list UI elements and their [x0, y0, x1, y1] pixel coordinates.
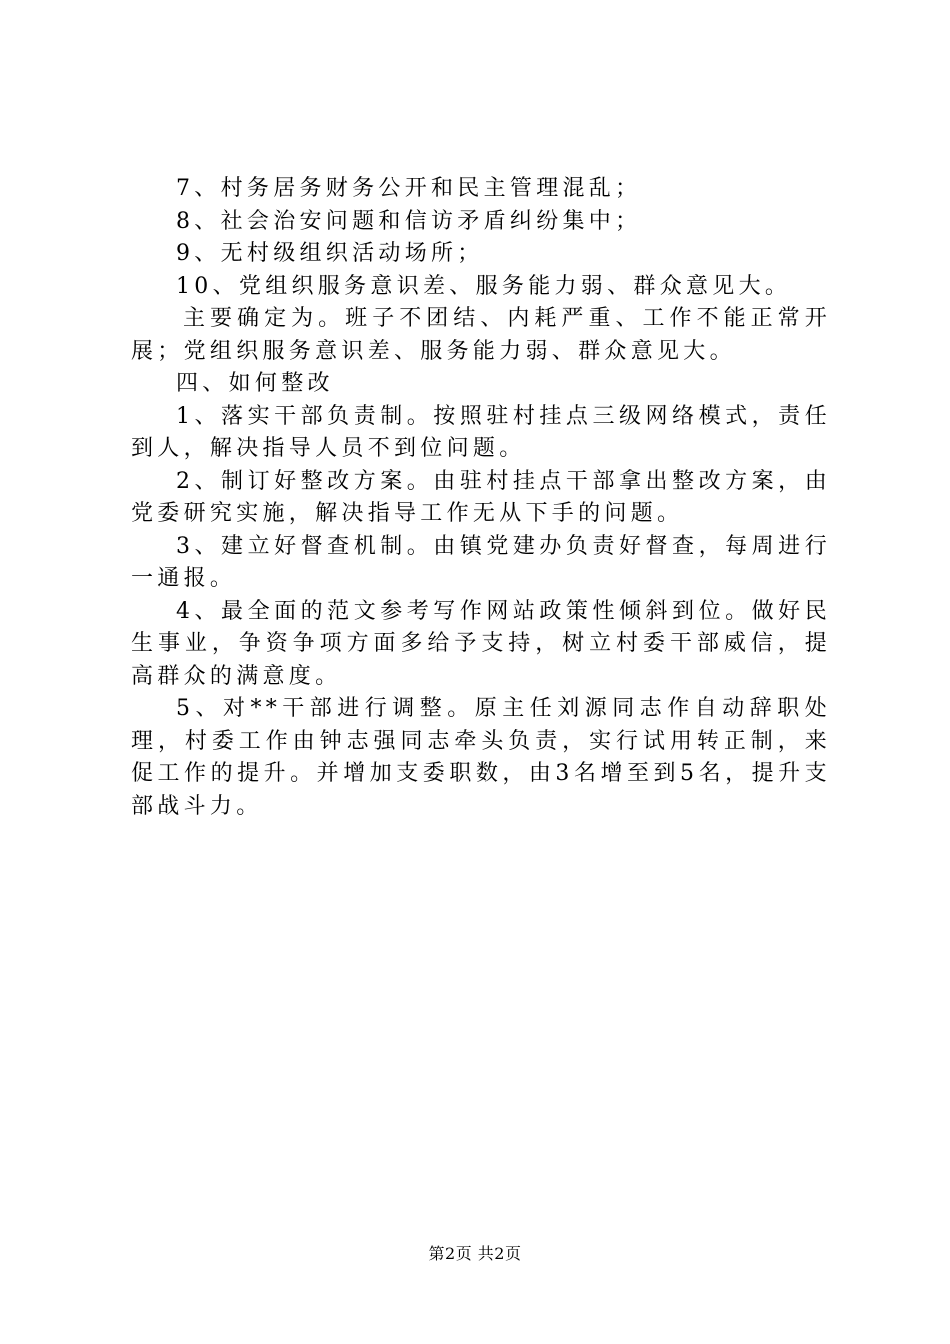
list-item-8: 8、社会治安问题和信访矛盾纠纷集中；: [176, 208, 642, 234]
measure-item-1: 1、落实干部负责制。按照驻村挂点三级网络模式，责任到人，解决指导人员不到位问题。: [131, 403, 831, 461]
list-item-10: 10、党组织服务意识差、服务能力弱、群众意见大。: [176, 273, 792, 299]
measure-item-4: 4、最全面的范文参考写作网站政策性倾斜到位。做好民生事业，争资争项方面多给予支持，树立村委干部威信，提高群众的满意度。: [131, 598, 831, 689]
document-body: [131, 173, 831, 823]
page-footer: [0, 1244, 950, 1264]
measure-item-2: 2、制订好整改方案。由驻村挂点干部拿出整改方案，由党委研究实施，解决指导工作无从下手的问题。: [131, 468, 831, 526]
list-item-9: 9、无村级组织活动场所；: [176, 241, 484, 266]
measure-item-5: 5、对**干部进行调整。原主任刘源同志作自动辞职处理，村委工作由钟志强同志牵头负责，实行试用转正制，来促工作的提升。并增加支委职数，由3名增至到5名，提升支部战斗力。: [131, 696, 831, 819]
measure-item-3: 3、建立好督查机制。由镇党建办负责好督查，每周进行一通报。: [131, 533, 831, 591]
summary-paragraph: 主要确定为。班子不团结、内耗严重、工作不能正常开展；党组织服务意识差、服务能力弱、群众意见大。: [131, 306, 831, 364]
section-heading-rectification: 四、如何整改: [176, 371, 334, 396]
page-number-label: 第2页 共2页: [428, 1244, 522, 1263]
list-item-7: 7、村务居务财务公开和民主管理混乱；: [176, 176, 642, 201]
